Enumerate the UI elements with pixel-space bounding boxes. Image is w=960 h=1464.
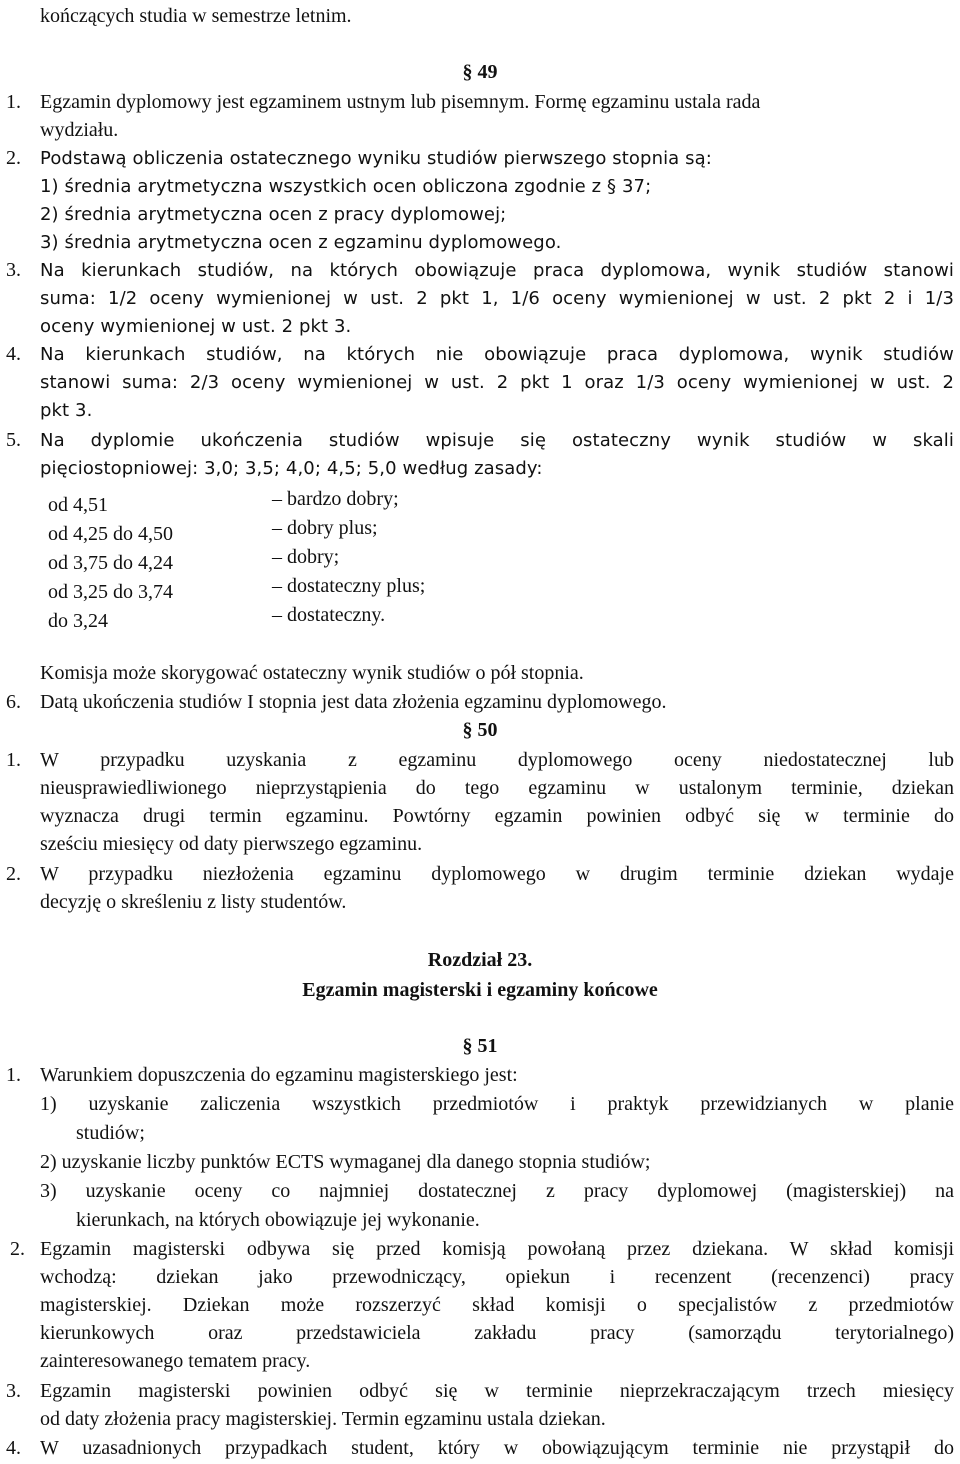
grade-range: od 3,75 do 4,24 — [48, 552, 173, 574]
grade-range: od 4,25 do 4,50 — [48, 523, 173, 545]
grade-label: – bardzo dobry; — [272, 488, 399, 510]
grade-label: – dostateczny plus; — [272, 575, 426, 597]
text-line: kończących studia w semestrze letnim. — [40, 5, 352, 27]
text-line: nieusprawiedliwionego nieprzystąpienia do tego egzaminu w ustalonym terminie, dziekan — [40, 777, 954, 799]
section-heading-49: § 49 — [462, 61, 498, 83]
text-line: 2) średnia arytmetyczna ocen z pracy dyplomowej; — [40, 204, 507, 225]
text-line: Egzamin magisterski odbywa się przed komisją powołaną przez dziekana. W skład komisji — [40, 1238, 954, 1260]
item-number: 2. — [10, 1238, 25, 1260]
text-line: W przypadku uzyskania z egzaminu dyplomowego oceny niedostatecznej lub — [40, 749, 954, 771]
grade-label: – dobry plus; — [272, 517, 378, 539]
text-line: zainteresowanego tematem pracy. — [40, 1350, 311, 1372]
text-line: stanowi suma: 2/3 oceny wymienionej w ust. 2 pkt 1 oraz 1/3 oceny wymienionej w ust. 2 — [40, 372, 954, 393]
chapter-number: Rozdział 23. — [427, 949, 533, 971]
text-line: Komisja może skorygować ostateczny wynik studiów o pół stopnia. — [40, 662, 584, 684]
text-line: 1) średnia arytmetyczna wszystkich ocen obliczona zgodnie z § 37; — [40, 176, 652, 197]
text-line: kierunkach, na których obowiązuje jej wykonanie. — [76, 1209, 480, 1231]
text-line: studiów; — [76, 1122, 145, 1144]
text-line: od daty złożenia pracy magisterskiej. Termin egzaminu ustala dziekan. — [40, 1408, 606, 1430]
item-number: 1. — [6, 1064, 21, 1086]
text-line: wyznacza drugi termin egzaminu. Powtórny egzamin powinien odbyć się w terminie do — [40, 805, 954, 827]
chapter-title: Egzamin magisterski i egzaminy końcowe — [302, 979, 658, 1001]
text-line: wydziału. — [40, 119, 119, 141]
text-line: Egzamin dyplomowy jest egzaminem ustnym lub pisemnym. Formę egzaminu ustala rada — [40, 91, 761, 113]
item-number: 1. — [6, 91, 21, 113]
item-number: 6. — [6, 691, 21, 713]
text-line: Datą ukończenia studiów I stopnia jest data złożenia egzaminu dyplomowego. — [40, 691, 667, 713]
grade-label: – dostateczny. — [272, 604, 386, 626]
text-line: Na kierunkach studiów, na których obowiązuje praca dyplomowa, wynik studiów stanowi — [40, 260, 954, 281]
text-line: 1) uzyskanie zaliczenia wszystkich przedmiotów i praktyk przewidzianych w planie — [40, 1093, 954, 1115]
item-number: 4. — [6, 343, 21, 365]
text-line: Na dyplomie ukończenia studiów wpisuje się ostateczny wynik studiów w skali — [40, 430, 954, 451]
item-number: 5. — [6, 429, 21, 451]
text-line: wchodzą: dziekan jako przewodniczący, opiekun i recenzent (recenzenci) pracy — [40, 1266, 954, 1288]
text-line: magisterskiej. Dziekan może rozszerzyć skład komisji o specjalistów z przedmiotów — [40, 1294, 954, 1316]
text-line: pięciostopniowej: 3,0; 3,5; 4,0; 4,5; 5,0 według zasady: — [40, 458, 543, 479]
text-line: sześciu miesięcy od daty pierwszego egzaminu. — [40, 833, 423, 855]
text-line: Warunkiem dopuszczenia do egzaminu magisterskiego jest: — [40, 1064, 518, 1086]
item-number: 3. — [6, 259, 21, 281]
text-line: kierunkowych oraz przedstawiciela zakładu pracy (samorządu terytorialnego) — [40, 1322, 954, 1344]
text-line: Na kierunkach studiów, na których nie obowiązuje praca dyplomowa, wynik studiów — [40, 344, 954, 365]
text-line: oceny wymienionej w ust. 2 pkt 3. — [40, 316, 352, 337]
text-line: W przypadku niezłożenia egzaminu dyplomowego w drugim terminie dziekan wydaje — [40, 863, 954, 885]
item-number: 1. — [6, 749, 21, 771]
grade-label: – dobry; — [272, 546, 340, 568]
text-line: 2) uzyskanie liczby punktów ECTS wymaganej dla danego stopnia studiów; — [40, 1151, 651, 1173]
grade-range: od 3,25 do 3,74 — [48, 581, 173, 603]
grade-range: do 3,24 — [48, 610, 108, 632]
text-line: Egzamin magisterski powinien odbyć się w terminie nieprzekraczającym trzech miesięcy — [40, 1380, 954, 1402]
text-line: 3) średnia arytmetyczna ocen z egzaminu dyplomowego. — [40, 232, 562, 253]
section-heading-51: § 51 — [462, 1035, 498, 1057]
item-number: 2. — [6, 147, 21, 169]
text-line: decyzję o skreśleniu z listy studentów. — [40, 891, 347, 913]
text-line: W uzasadnionych przypadkach student, który w obowiązującym terminie nie przystąpił do — [40, 1437, 954, 1459]
text-line: pkt 3. — [40, 400, 93, 421]
text-line: suma: 1/2 oceny wymienionej w ust. 2 pkt 1, 1/6 oceny wymienionej w ust. 2 pkt 2 i 1/3 — [40, 288, 954, 309]
section-heading-50: § 50 — [462, 719, 498, 741]
item-number: 3. — [6, 1380, 21, 1402]
grade-range: od 4,51 — [48, 494, 108, 516]
text-line: 3) uzyskanie oceny co najmniej dostatecznej z pracy dyplomowej (magisterskiej) na — [40, 1180, 954, 1202]
item-number: 4. — [6, 1437, 21, 1459]
item-number: 2. — [6, 863, 21, 885]
text-line: Podstawą obliczenia ostatecznego wyniku studiów pierwszego stopnia są: — [40, 148, 712, 169]
